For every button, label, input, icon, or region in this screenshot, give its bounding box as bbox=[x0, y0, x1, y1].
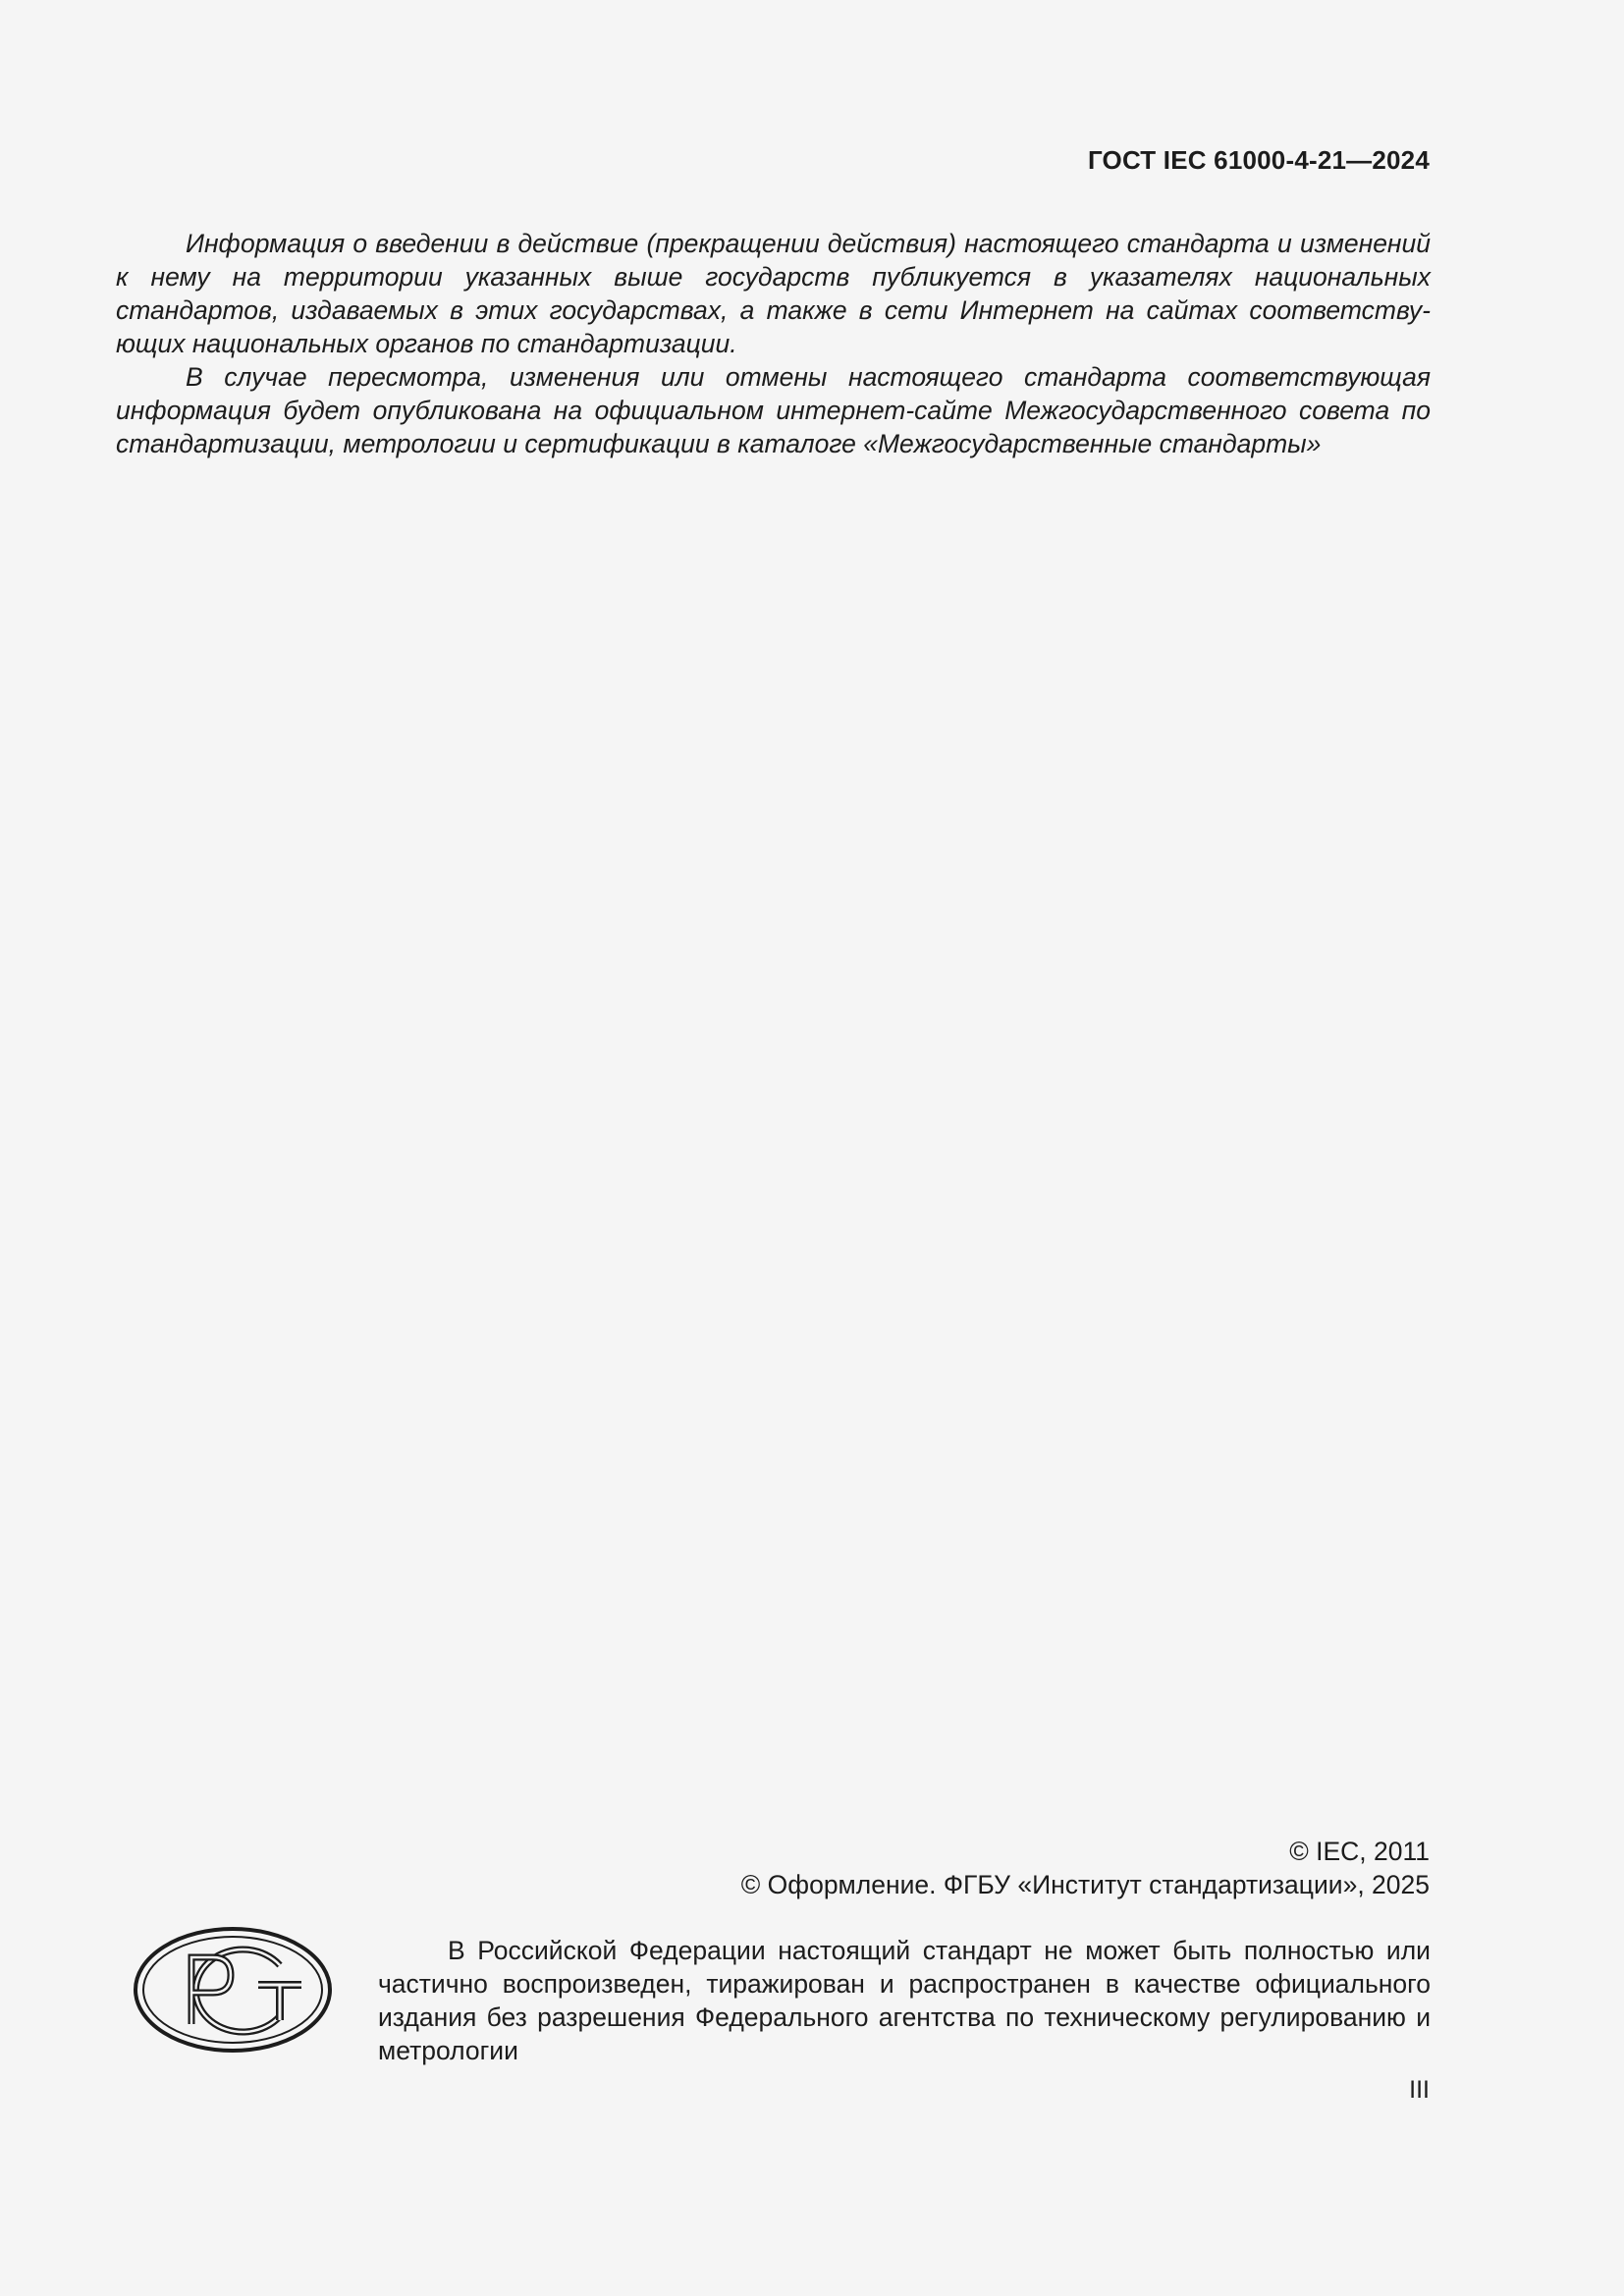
notice-paragraph: Информация о введении в действие (прекращении действия) настоящего стандарта и изменений к нему на территории указанных выше государств публикуется в указателях национальных стандартов, издаваемых в этих государствах, а также в сети Интернет на сайтах соответствующих национальных органов по стандартизации. bbox=[116, 229, 1431, 358]
copyright-line-design: © Оформление. ФГБУ «Институт стандартизации», 2025 bbox=[740, 1870, 1430, 1899]
page-number: III bbox=[1409, 2076, 1430, 2104]
reproduction-rights-notice: В Российской Федерации настоящий стандарт не может быть полностью или частично воспроизведен, тиражирован и распространен в качестве официального издания без разрешения Федерального агентства по техническому регулированию и метрологии bbox=[378, 1936, 1431, 2065]
notice-paragraph: В случае пересмотра, изменения или отмены настоящего стандарта соответствующая информация будет опубликована на официальном интернет-сайте Межгосударственного совета по стандартизации, метрологии и сертификации в каталоге «Межгосударственные стандарты» bbox=[116, 362, 1431, 458]
copyright-line-iec: © IEC, 2011 bbox=[1289, 1837, 1430, 1866]
rst-certification-logo-icon bbox=[133, 1926, 333, 2054]
copyright-block bbox=[741, 1835, 1430, 1901]
document-code: ГОСТ IEC 61000-4-21—2024 bbox=[1087, 145, 1430, 175]
implementation-notice bbox=[116, 227, 1431, 460]
